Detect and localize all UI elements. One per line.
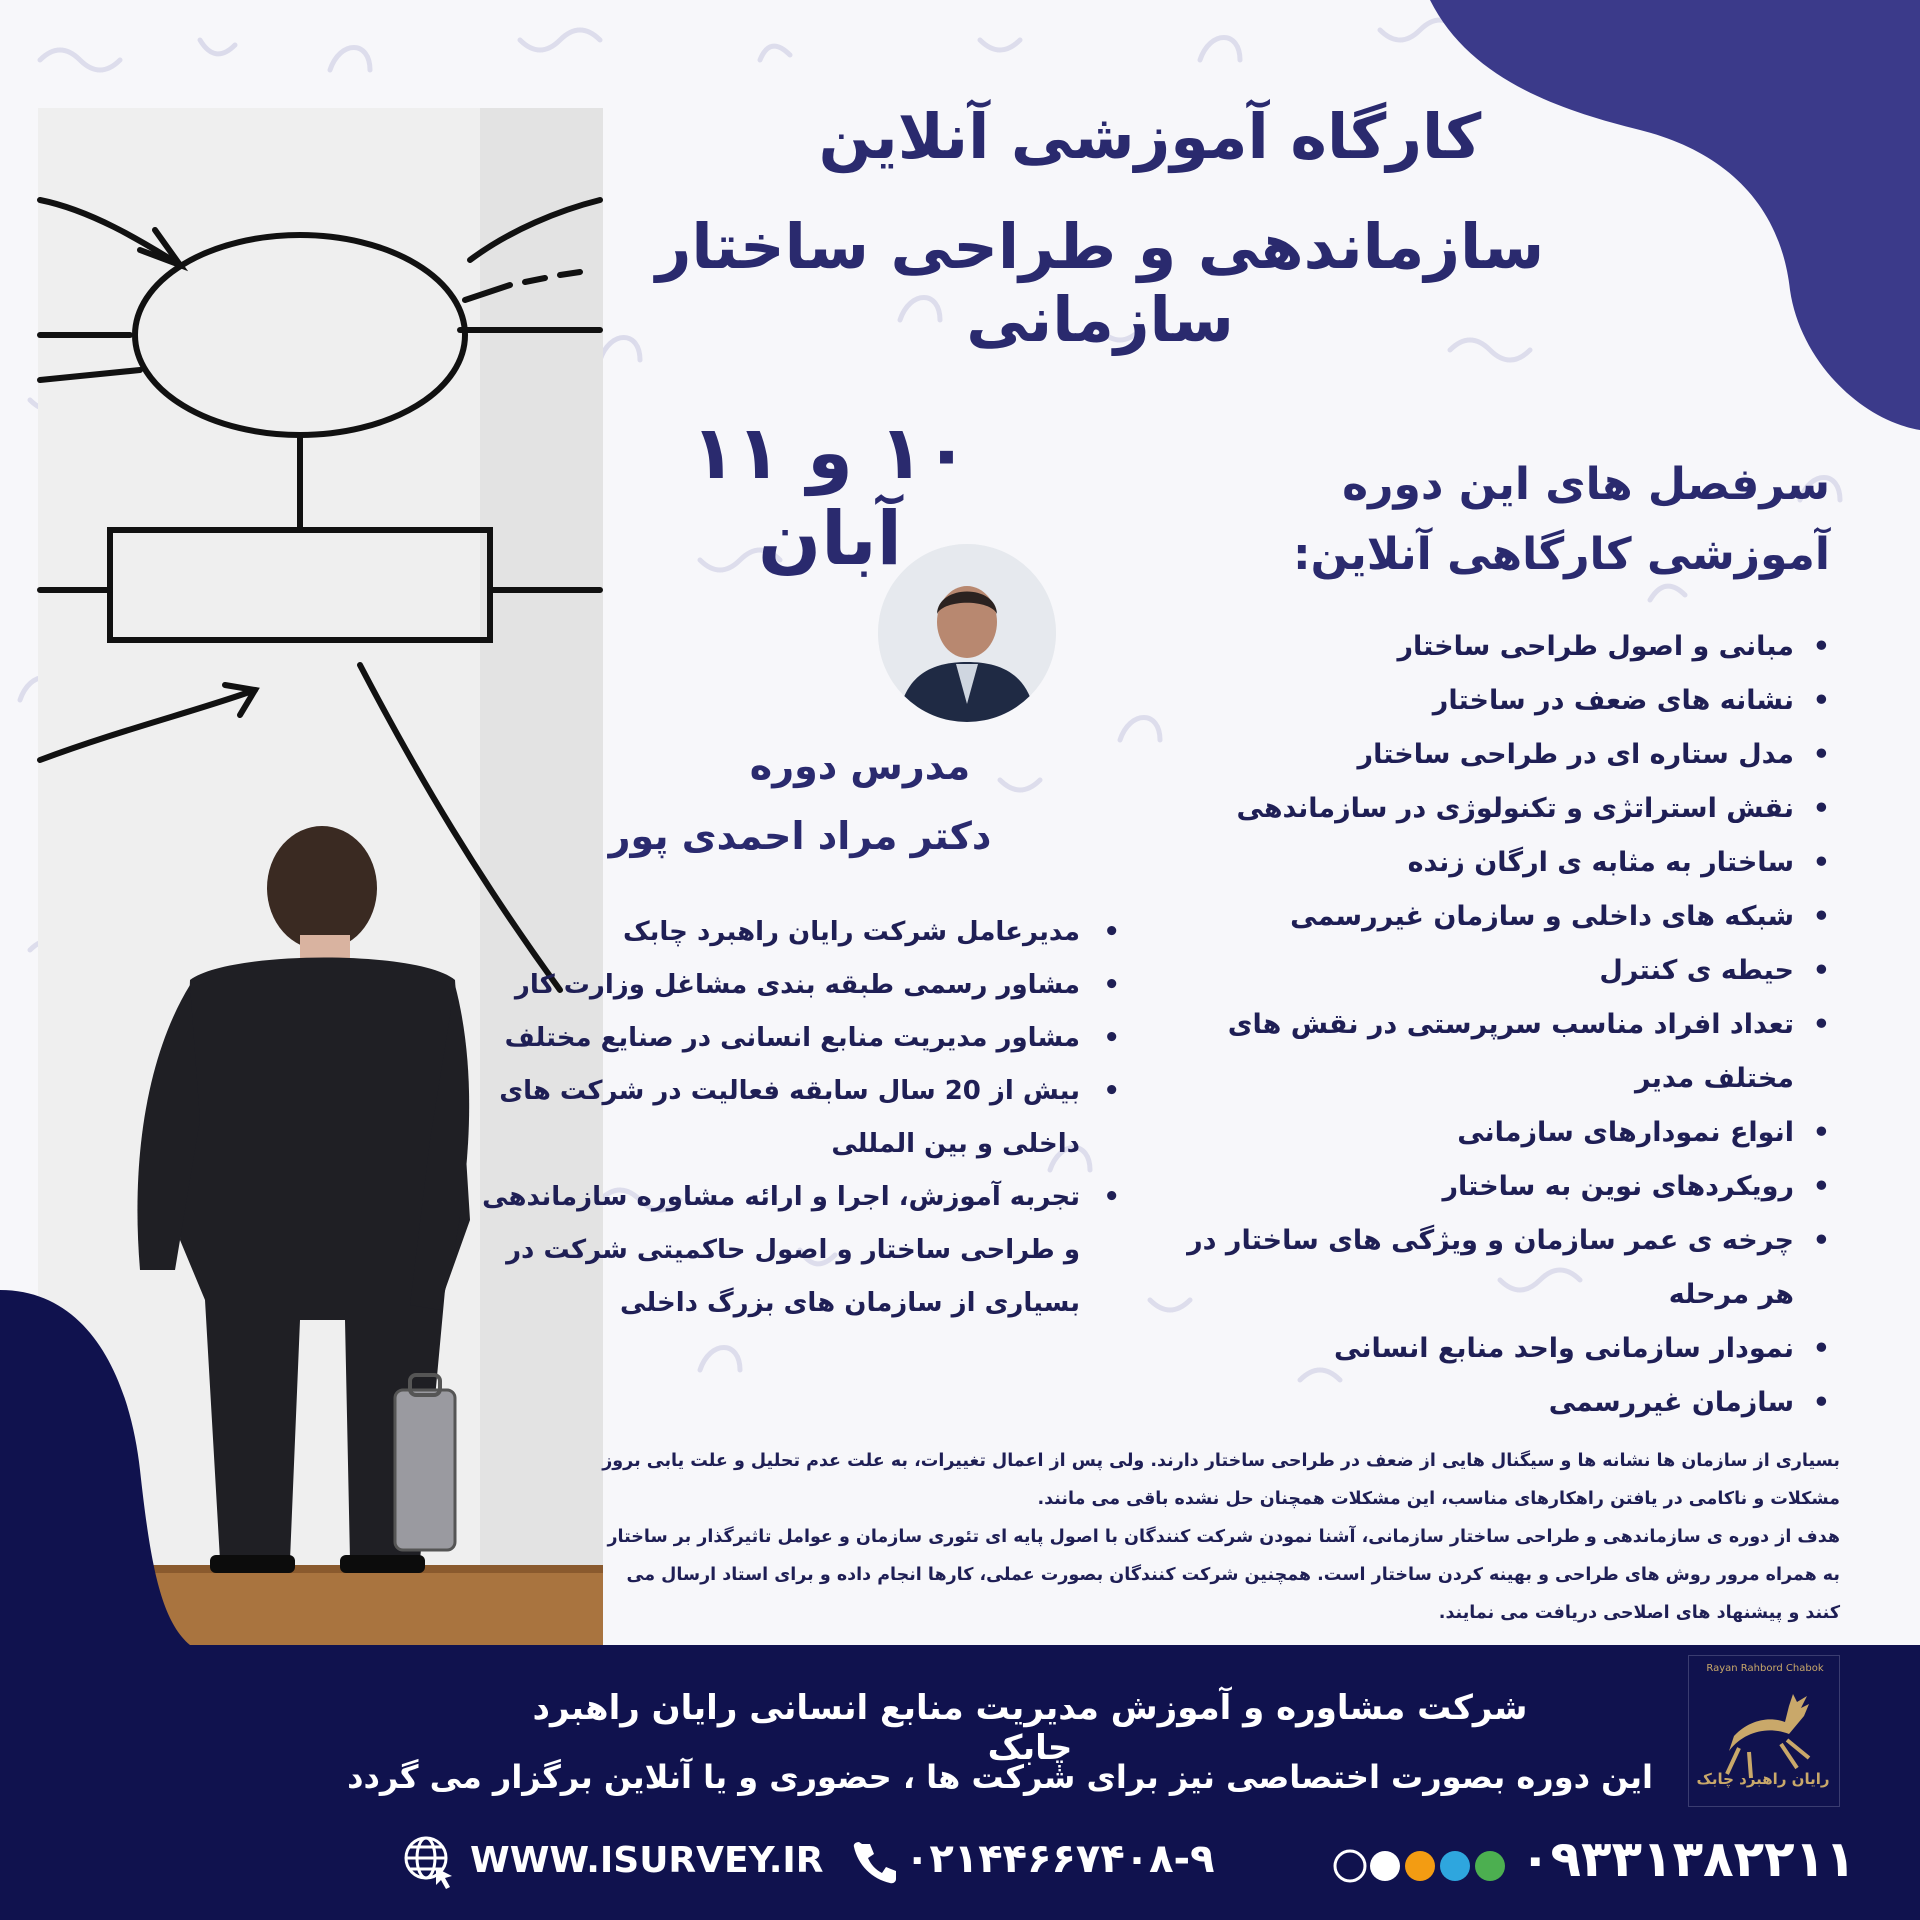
topics-heading: [1230, 450, 1830, 590]
course-note: این دوره بصورت اختصاصی نیز برای شرکت ها ، حضوری و یا آنلاین برگزار می گردد: [347, 1758, 1653, 1796]
topics-heading-line-2: آموزشی کارگاهی آنلاین:: [1293, 529, 1830, 580]
credential-item: • مشاور رسمی طبقه بندی مشاغل وزارت کار: [460, 959, 1120, 1012]
logo-caption: رایان راهبرد چابک: [1696, 1770, 1830, 1788]
globe-cursor-icon: [400, 1832, 460, 1892]
instructor-credentials-list: [460, 906, 1120, 1330]
credential-item: • مشاور مدیریت منابع انسانی در صنایع مختلف: [460, 1012, 1120, 1065]
topics-list: [1170, 620, 1830, 1430]
topic-item: • نمودار سازمانی واحد منابع انسانی: [1170, 1322, 1830, 1376]
topic-item: • نشانه های ضعف در ساختار: [1170, 674, 1830, 728]
website-link[interactable]: WWW.ISURVEY.IR: [470, 1840, 824, 1881]
topic-item: • تعداد افراد مناسب سرپرستی در نقش های مختلف مدیر: [1170, 998, 1830, 1106]
description-paragraph-2: هدف از دوره ی سازماندهی و طراحی ساختار سازمانی، آشنا نمودن شرکت کنندگان با اصول پایه ای تئوری سازمان و عوامل تاثیرگذار بر ساختار به همراه مرور روش های طراحی و بهینه کردن ساختار است. همچنین شرکت کنندگان بصورت عملی، کارها انجام داده و برای استاد ارسال می کنند و پیشنهاد های اصلاحی دریافت می نمایند.: [607, 1527, 1840, 1623]
credential-item: • تجربه آموزش، اجرا و ارائه مشاوره سازماندهی و طراحی ساختار و اصول حاکمیتی شرکت در بسیاری از سازمان های بزرگ داخلی: [460, 1171, 1120, 1330]
topic-item: • مدل ستاره ای در طراحی ساختار: [1170, 728, 1830, 782]
topic-item: • رویکردهای نوین به ساختار: [1170, 1160, 1830, 1214]
phone-icon: [850, 1836, 900, 1886]
topic-item: • ساختار به مثابه ی ارگان زنده: [1170, 836, 1830, 890]
company-name: شرکت مشاوره و آموزش مدیریت منابع انسانی رایان راهبرد چابک: [532, 1688, 1528, 1768]
instructor-photo: [878, 544, 1056, 722]
topic-item: • سازمان غیررسمی: [1170, 1376, 1830, 1430]
credential-item: • بیش از 20 سال سابقه فعالیت در شرکت های داخلی و بین المللی: [460, 1065, 1120, 1171]
description-paragraph-1: بسیاری از سازمان ها نشانه ها و سیگنال هایی از ضعف در طراحی ساختار دارند. ولی پس از اعمال تغییرات، به علت عدم تحلیل و علت یابی بروز مشکلات و ناکامی در یافتن راهکارهای مناسب، این مشکلات همچنان حل نشده باقی می مانند.: [602, 1451, 1840, 1509]
credential-item: • مدیرعامل شرکت رایان راهبرد چابک: [460, 906, 1120, 959]
instructor-label: مدرس دوره: [749, 744, 971, 788]
topic-item: • نقش استراتژی و تکنولوژی در سازماندهی: [1170, 782, 1830, 836]
topic-item: • انواع نمودارهای سازمانی: [1170, 1106, 1830, 1160]
topic-item: • حیطه ی کنترل: [1170, 944, 1830, 998]
page-title-line-2: سازماندهی و طراحی ساختار سازمانی: [655, 210, 1545, 356]
instructor-portrait-icon: [878, 544, 1056, 722]
instructor-name: دکتر مراد احمدی پور: [608, 814, 992, 858]
topic-item: • چرخه ی عمر سازمان و ویژگی های ساختار در هر مرحله: [1170, 1214, 1830, 1322]
page-title-line-1: کارگاه آموزشی آنلاین: [818, 100, 1482, 173]
topic-item: • مبانی و اصول طراحی ساختار: [1170, 620, 1830, 674]
mobile-number[interactable]: ۰۹۳۳۱۳۸۲۲۱۱: [1520, 1830, 1856, 1888]
social-messenger-icons[interactable]: [1330, 1846, 1520, 1886]
course-description: [595, 1442, 1840, 1632]
logo-arc-text: Rayan Rahbord Chabok: [1706, 1663, 1824, 1674]
event-date: ۱۰ و ۱۱ آبان: [690, 410, 970, 582]
topics-heading-line-1: سرفصل های این دوره: [1342, 459, 1830, 510]
topic-item: • شبکه های داخلی و سازمان غیررسمی: [1170, 890, 1830, 944]
phone-number[interactable]: ۰۲۱۴۴۶۶۷۴۰۸-۹: [905, 1836, 1215, 1882]
